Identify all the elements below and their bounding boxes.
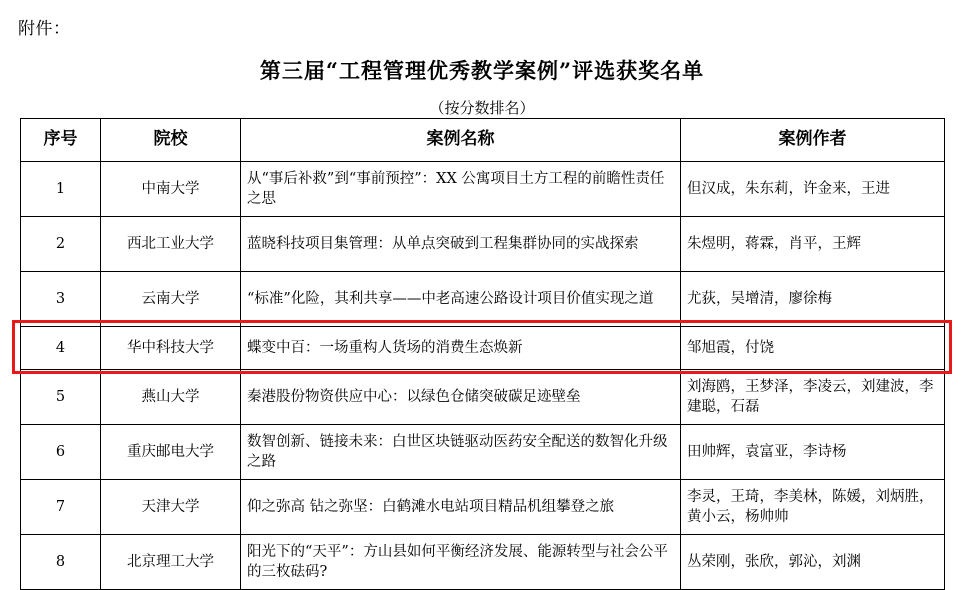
attachment-label: 附件： <box>18 19 71 39</box>
cell-school: 华中科技大学 <box>101 327 241 370</box>
column-header-case-name: 案例名称 <box>241 119 681 162</box>
cell-case-name: 数智创新、链接未来：白世区块链驱动医药安全配送的数智化升级之路 <box>241 425 681 480</box>
cell-school: 重庆邮电大学 <box>101 425 241 480</box>
cell-case-name: 从“事后补救”到“事前预控”：XX 公寓项目土方工程的前瞻性责任之思 <box>241 162 681 217</box>
cell-authors: 尤荻，吴增清，廖徐梅 <box>681 272 945 327</box>
cell-index: 7 <box>21 480 101 535</box>
cell-index: 6 <box>21 425 101 480</box>
cell-authors: 李灵，王琦，李美林，陈媛，刘炳胜，黄小云，杨帅帅 <box>681 480 945 535</box>
cell-authors: 但汉成，朱东莉，许金来，王进 <box>681 162 945 217</box>
cell-authors: 丛荣刚，张欣，郭沁，刘渊 <box>681 535 945 590</box>
table-row <box>21 162 945 217</box>
column-header-index: 序号 <box>21 119 101 162</box>
cell-case-name: 蓝晓科技项目集管理：从单点突破到工程集群协同的实战探索 <box>241 217 681 272</box>
cell-case-name: 阳光下的“天平”：方山县如何平衡经济发展、能源转型与社会公平的三枚砝码? <box>241 535 681 590</box>
column-header-school: 院校 <box>101 119 241 162</box>
cell-index: 5 <box>21 370 101 425</box>
cell-case-name: “标准”化险，其利共享——中老高速公路设计项目价值实现之道 <box>241 272 681 327</box>
cell-index: 3 <box>21 272 101 327</box>
cell-authors: 刘海鸥，王梦泽，李凌云，刘建波，李建聪，石磊 <box>681 370 945 425</box>
table-row <box>21 425 945 480</box>
table-row <box>21 272 945 327</box>
cell-school: 云南大学 <box>101 272 241 327</box>
column-header-authors: 案例作者 <box>681 119 945 162</box>
cell-case-name: 蝶变中百：一场重构人货场的消费生态焕新 <box>241 327 681 370</box>
cell-authors: 朱煜明，蒋霖，肖平，王辉 <box>681 217 945 272</box>
cell-index: 4 <box>21 327 101 370</box>
award-table <box>20 118 945 590</box>
table-row <box>21 480 945 535</box>
table-row <box>21 535 945 590</box>
table-row <box>21 217 945 272</box>
cell-school: 北京理工大学 <box>101 535 241 590</box>
table-header-row <box>21 119 945 162</box>
cell-index: 2 <box>21 217 101 272</box>
cell-authors: 邹旭霞，付饶 <box>681 327 945 370</box>
cell-case-name: 秦港股份物资供应中心：以绿色仓储突破碳足迹壁垒 <box>241 370 681 425</box>
table-header <box>21 119 945 162</box>
page-subtitle: （按分数排名） <box>429 99 535 117</box>
table-body <box>21 162 945 590</box>
award-table-container <box>20 118 944 590</box>
cell-index: 1 <box>21 162 101 217</box>
cell-school: 燕山大学 <box>101 370 241 425</box>
cell-case-name: 仰之弥高 钻之弥坚：白鹤滩水电站项目精品机组攀登之旅 <box>241 480 681 535</box>
cell-school: 西北工业大学 <box>101 217 241 272</box>
table-row <box>21 327 945 370</box>
table-row-highlighted <box>21 370 945 425</box>
cell-school: 中南大学 <box>101 162 241 217</box>
page-title: 第三届“工程管理优秀教学案例”评选获奖名单 <box>259 58 705 83</box>
cell-index: 8 <box>21 535 101 590</box>
cell-authors: 田帅辉，袁富亚，李诗杨 <box>681 425 945 480</box>
cell-school: 天津大学 <box>101 480 241 535</box>
